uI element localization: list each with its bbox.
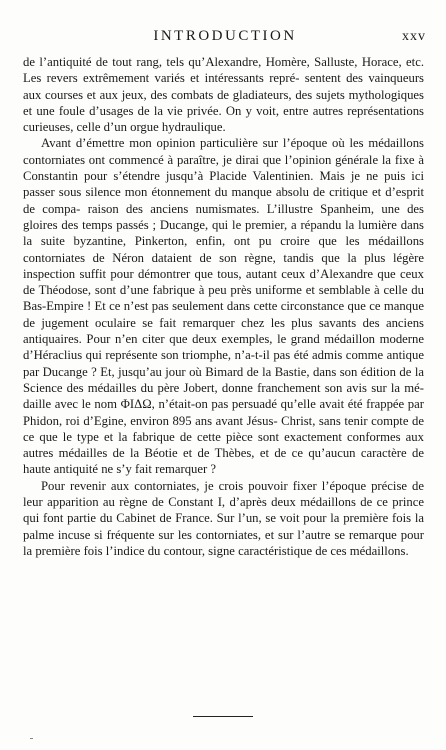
page-speck <box>30 738 33 739</box>
paragraph-2: Avant d’émettre mon opinion particulière sur l’époque où les médaillons contorniates ont commencé à paraître, je dirai que l’opinion générale la fixe à Constantin pour s’étendre jusqu’à Placide Valentinien. Mais je ne puis ici passer sous silence mon étonnement du manque absolu de critique et d’esprit de compa- raison des anciens numismates. L’illustre Spanheim, une des gloires des temps passés ; Ducange, qui le premier, a répandu la lumière dans la suite byzantine, Pinkerton, enfin, ont pu croire que les médaillons contorniates de Néron dataient de son règne, tandis que la plus légère inspection suffit pour démontrer que tous, autant ceux d’Alexandre que ceux de Théodose, sont d’une fabrique à peu près uniforme et semblable à celle du Bas-Empire ! Et ce n’est pas seulement dans cette circonstance que ce manque de jugement oculaire se fait remarquer chez les plus savants des anciens antiquaires. Pour n’en citer que deux exemples, le grand médaillon moderne d’Héraclius qui représente son triomphe, n’a-t-il pas été admis comme antique par Ducange ? Et, jusqu’au jour où Bimard de la Bastie, dans son édition de la Science des médailles du père Jobert, donne franchement son avis sur la mé- daille avec le nom ΦΙΔΩ, n’était-on pas persuadé qu’elle avait été frappée par Phidon, roi d’Egine, environ 895 ans avant Jésus- Christ, sans tenir compte de ce que le type et la fabrique de cette pièce sont exactement conformes aux autres médailles de la Béotie et de Thèbes, et de ce qu’aucun caractère de haute antiquité ne s’y fait remarquer ? <box>23 136 424 477</box>
paragraph-1: de l’antiquité de tout rang, tels qu’Alexandre, Homère, Salluste, Horace, etc. Les revers extrêmement variés et intéressants repré- sentent des vainqueurs aux courses et aux jeux, des combats de gladiateurs, des sujets mythologiques et une foule d’usages de la vie privée. On y voit, entre autres représentations curieuses, celle d’un orgue hydraulique. <box>23 55 424 135</box>
page-number: xxv <box>402 29 426 44</box>
running-title: INTRODUCTION <box>153 28 297 44</box>
body-text <box>23 54 424 559</box>
page-header <box>24 28 426 48</box>
paragraph-3: Pour revenir aux contorniates, je crois pouvoir fixer l’époque précise de leur apparition au règne de Constant I, d’après deux médaillons de ce prince qui font partie du Cabinet de France. Sur l’un, se voit pour la première fois la palme incuse si fréquente sur les contorniates, et sur l’autre se remarque pour la première fois l’indice du contour, signe caractéristique de ces médaillons. <box>23 478 424 558</box>
section-end-rule <box>193 716 253 717</box>
